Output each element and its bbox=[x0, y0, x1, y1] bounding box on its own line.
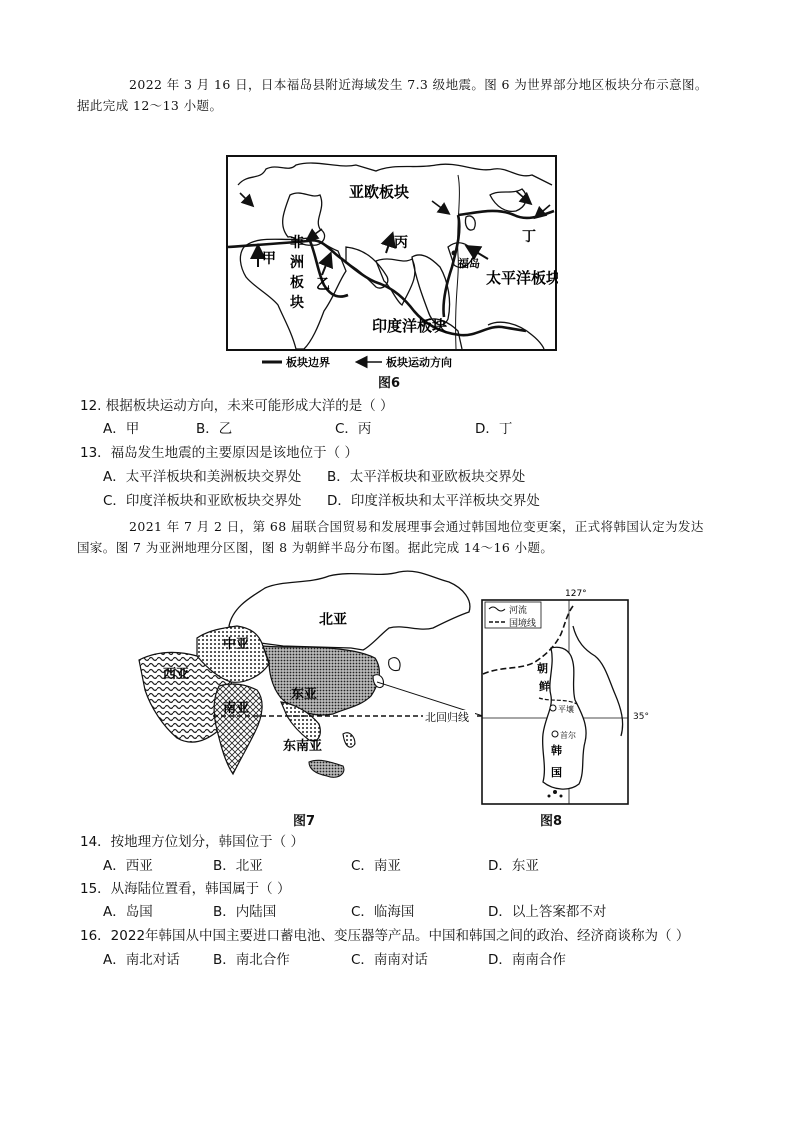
q13-option-c[interactable]: C．印度洋板块和亚欧板块交界处 bbox=[103, 493, 302, 509]
label-african-1: 非 bbox=[290, 235, 304, 251]
intro-2-line-2: 国家。图 7 为亚洲地理分区图，图 8 为朝鲜半岛分布图。据此完成 14～16 小题。 bbox=[77, 540, 554, 555]
intro-paragraph-2 bbox=[77, 516, 723, 558]
label-longitude: 127° bbox=[565, 589, 587, 599]
label-african-3: 板 bbox=[290, 275, 304, 291]
label-pacific-plate: 太平洋板块 bbox=[486, 269, 558, 287]
label-seoul: 首尔 bbox=[560, 731, 576, 740]
intro-1-line-1: 2022 年 3 月 16 日，日本福岛县附近海域发生 7.3 级地震。图 6 为世界部分地区板块分布示意图。 bbox=[129, 77, 708, 92]
q16-option-a[interactable]: A．南北对话 bbox=[103, 952, 180, 968]
q16-option-b[interactable]: B．南北合作 bbox=[213, 952, 290, 968]
question-12: 12. 根据板块运动方向，未来可能形成大洋的是（ ） bbox=[80, 398, 394, 414]
q13-option-d[interactable]: D．印度洋板块和太平洋板块交界处 bbox=[327, 493, 540, 509]
label-african-2: 洲 bbox=[290, 255, 304, 271]
label-central-asia: 中亚 bbox=[223, 637, 250, 652]
label-latitude: 35° bbox=[633, 712, 649, 722]
label-bing: 丙 bbox=[394, 235, 408, 251]
label-east-asia: 东亚 bbox=[291, 687, 318, 702]
q14-option-a[interactable]: A．西亚 bbox=[103, 858, 153, 874]
label-african-4: 块 bbox=[290, 295, 304, 311]
label-yi: 乙 bbox=[316, 277, 330, 293]
label-tropic-of-cancer: 北回归线 bbox=[425, 711, 469, 724]
q14-option-d[interactable]: D．东亚 bbox=[488, 858, 539, 874]
figure-7-caption: 图7 bbox=[293, 814, 316, 829]
question-13: 13．福岛发生地震的主要原因是该地位于（ ） bbox=[80, 445, 358, 461]
label-han: 韩 bbox=[551, 744, 562, 757]
q15-option-c[interactable]: C．临海国 bbox=[351, 904, 415, 920]
label-fukushima: 福岛 bbox=[458, 257, 480, 270]
label-north-asia: 北亚 bbox=[319, 612, 347, 628]
q16-option-d[interactable]: D．南南合作 bbox=[488, 952, 566, 968]
q15-option-a[interactable]: A．岛国 bbox=[103, 904, 153, 920]
label-ding: 丁 bbox=[522, 229, 536, 245]
question-15: 15．从海陆位置看，韩国属于（ ） bbox=[80, 881, 291, 897]
label-south-asia: 南亚 bbox=[223, 701, 250, 716]
figure-8-caption: 图8 bbox=[540, 814, 563, 829]
legend-border: 国境线 bbox=[509, 619, 537, 629]
label-xian: 鲜 bbox=[539, 680, 550, 693]
label-guo: 国 bbox=[551, 766, 562, 779]
label-pyongyang: 平壤 bbox=[558, 705, 574, 714]
label-indian-plate: 印度洋板块 bbox=[372, 317, 448, 335]
question-16: 16．2022年韩国从中国主要进口蓄电池、变压器等产品。中国和韩国之间的政治、经济商谈称为（ ） bbox=[80, 928, 690, 944]
legend-river: 河流 bbox=[509, 606, 528, 616]
figure-8-korean-peninsula bbox=[481, 586, 649, 806]
q12-option-b[interactable]: B．乙 bbox=[196, 421, 233, 437]
label-west-asia: 西亚 bbox=[163, 667, 190, 682]
label-jia: 甲 bbox=[262, 251, 276, 267]
intro-paragraph-1 bbox=[77, 74, 723, 116]
label-eurasian-plate: 亚欧板块 bbox=[349, 183, 410, 201]
q12-option-a[interactable]: A．甲 bbox=[103, 421, 140, 437]
q14-option-c[interactable]: C．南亚 bbox=[351, 858, 401, 874]
legend-boundary: 板块边界 bbox=[286, 356, 330, 369]
intro-1-line-2: 据此完成 12～13 小题。 bbox=[77, 98, 223, 113]
q13-option-a[interactable]: A．太平洋板块和美洲板块交界处 bbox=[103, 469, 302, 485]
intro-2-line-1: 2021 年 7 月 2 日，第 68 届联合国贸易和发展理事会通过韩国地位变更案，正式将韩国认定为发达 bbox=[129, 519, 704, 534]
q16-option-c[interactable]: C．南南对话 bbox=[351, 952, 428, 968]
legend-direction: 板块运动方向 bbox=[386, 356, 452, 369]
figure-7-asia-regions bbox=[133, 566, 483, 816]
label-southeast-asia: 东南亚 bbox=[283, 739, 323, 754]
figure-6-caption: 图6 bbox=[378, 376, 401, 391]
q13-option-b[interactable]: B．太平洋板块和亚欧板块交界处 bbox=[327, 469, 526, 485]
q12-option-d[interactable]: D．丁 bbox=[475, 421, 513, 437]
q15-option-d[interactable]: D．以上答案都不对 bbox=[488, 904, 607, 920]
q14-option-b[interactable]: B．北亚 bbox=[213, 858, 263, 874]
q15-option-b[interactable]: B．内陆国 bbox=[213, 904, 277, 920]
question-14: 14．按地理方位划分，韩国位于（ ） bbox=[80, 834, 304, 850]
label-chao: 朝 bbox=[537, 662, 548, 675]
figure-6-plate-map bbox=[226, 155, 558, 391]
q12-option-c[interactable]: C．丙 bbox=[335, 421, 372, 437]
